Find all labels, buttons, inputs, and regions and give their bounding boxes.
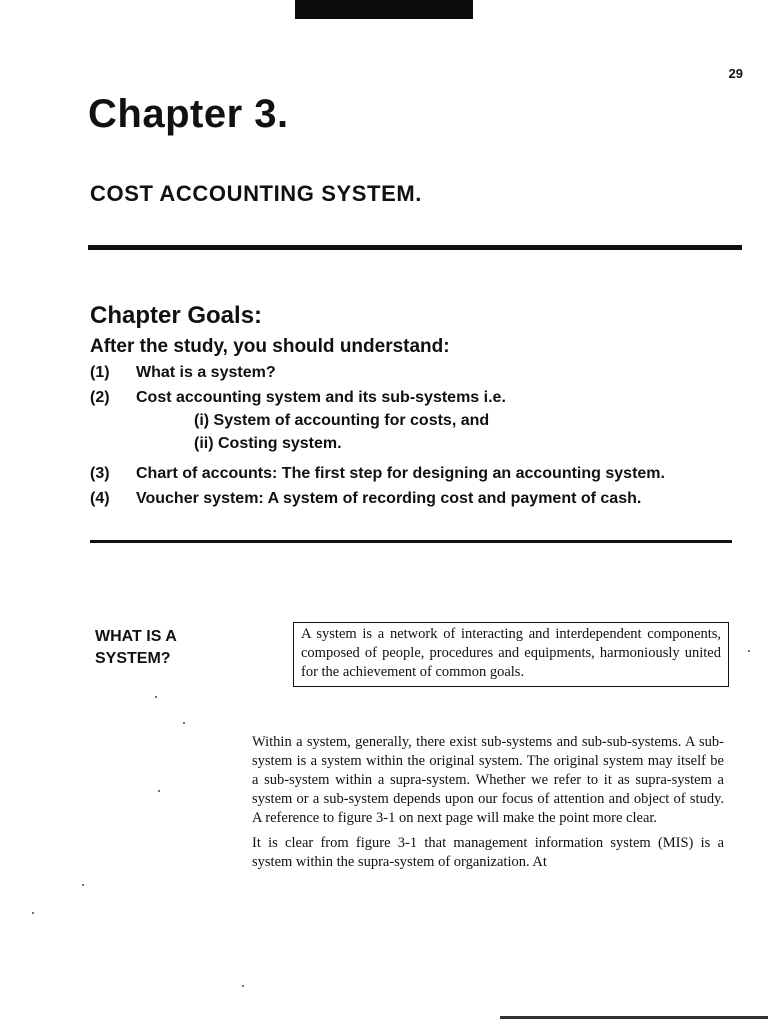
top-black-bar (295, 0, 473, 19)
scan-speck (748, 650, 750, 652)
goal-text: Voucher system: A system of recording cost and payment of cash. (136, 490, 642, 507)
goal-text: Cost accounting system and its sub-systems i.e. (136, 389, 506, 406)
scan-speck (82, 884, 84, 886)
goal-text: Chart of accounts: The first step for designing an accounting system. (136, 465, 665, 482)
goal-item (90, 387, 740, 408)
goal-item (90, 488, 740, 509)
goals-heading: Chapter Goals: (90, 302, 263, 329)
section-heading-line: WHAT IS A (95, 628, 177, 645)
goal-text: What is a system? (136, 364, 276, 381)
goals-list (90, 362, 740, 509)
goal-number: (1) (90, 364, 110, 381)
goal-subitem: (i) System of accounting for costs, and (194, 412, 490, 429)
goals-intro: After the study, you should understand: (90, 336, 450, 357)
scan-speck (155, 696, 157, 698)
body-text (252, 733, 724, 878)
definition-box: A system is a network of interacting and interdependent components, composed of people, procedures and equipments, harmoniously united for the achievement of common goals. (293, 622, 729, 687)
goal-item (90, 362, 740, 383)
goals-divider (90, 540, 732, 543)
chapter-goals (90, 302, 740, 509)
scan-speck (183, 722, 185, 724)
chapter-title: Chapter 3. (88, 92, 289, 136)
goal-number: (4) (90, 490, 110, 507)
scan-speck (158, 790, 160, 792)
chapter-subtitle: COST ACCOUNTING SYSTEM. (90, 181, 422, 206)
scan-speck (32, 912, 34, 914)
paragraph: It is clear from figure 3-1 that management information system (MIS) is a system within the supra-system of organization. At (252, 835, 724, 870)
goal-number: (2) (90, 389, 110, 406)
paragraph: Within a system, generally, there exist sub-systems and sub-sub-systems. A sub-system is a system within the original system. The original system may itself be a sub-system within a supra-system. Whether we refer to it as supra-system a system or a sub-system depends upon our focus of attention and object of study. A reference to figure 3-1 on next page will make the point more clear. (252, 734, 724, 826)
goal-subitem: (ii) Costing system. (194, 435, 342, 452)
goal-subitems (90, 410, 740, 454)
goal-sublist (90, 410, 740, 454)
bottom-edge-mark (500, 1016, 768, 1019)
goal-number: (3) (90, 465, 110, 482)
header-divider (88, 245, 742, 250)
section-heading (95, 626, 215, 670)
goal-item (90, 463, 740, 484)
section-heading-line: SYSTEM? (95, 650, 171, 667)
page-number: 29 (728, 66, 743, 81)
scan-speck (242, 985, 244, 987)
